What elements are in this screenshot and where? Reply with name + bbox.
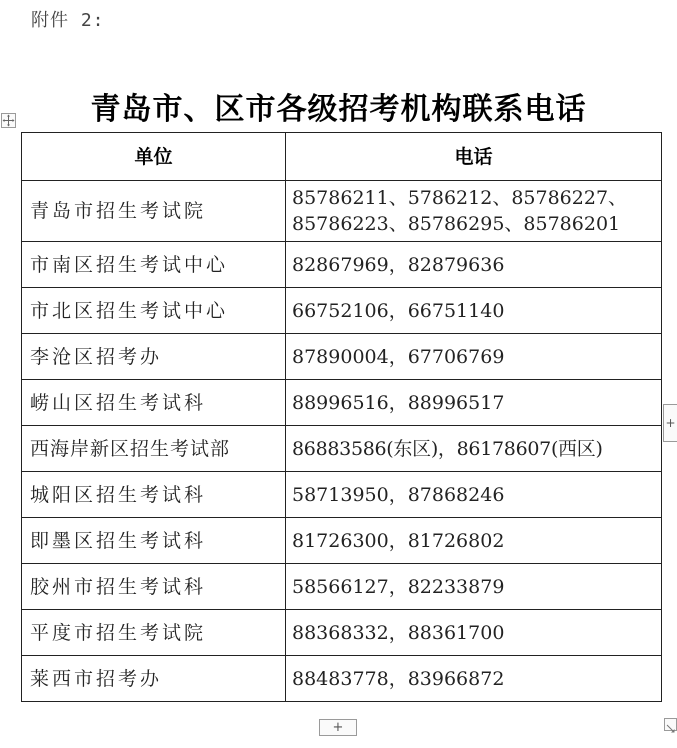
table-row xyxy=(22,426,662,472)
table-row xyxy=(22,288,662,334)
move-arrows-icon xyxy=(2,114,15,127)
attachment-label: 附件 2: xyxy=(31,10,105,31)
unit-cell: 市南区招生考试中心 xyxy=(22,242,286,288)
table-row xyxy=(22,564,662,610)
unit-cell: 城阳区招生考试科 xyxy=(22,472,286,518)
table-row xyxy=(22,472,662,518)
unit-cell: 市北区招生考试中心 xyxy=(22,288,286,334)
unit-cell: 西海岸新区招生考试部 xyxy=(22,426,286,472)
unit-cell: 即墨区招生考试科 xyxy=(22,518,286,564)
unit-cell: 李沧区招考办 xyxy=(22,334,286,380)
phone-cell: 58713950，87868246 xyxy=(286,472,662,518)
unit-cell: 莱西市招考办 xyxy=(22,656,286,702)
table-resize-handle[interactable] xyxy=(664,718,677,731)
contacts-table xyxy=(21,132,662,702)
unit-cell: 崂山区招生考试科 xyxy=(22,380,286,426)
header-phone: 电话 xyxy=(286,133,662,181)
table-row xyxy=(22,181,662,242)
phone-line: 85786223、85786295、85786201 xyxy=(292,213,621,235)
table-move-handle[interactable] xyxy=(1,113,16,128)
table-row xyxy=(22,242,662,288)
header-unit: 单位 xyxy=(22,133,286,181)
plus-icon: + xyxy=(332,720,344,735)
plus-icon: + xyxy=(665,416,676,430)
phone-cell: 87890004，67706769 xyxy=(286,334,662,380)
phone-cell: 88483778，83966872 xyxy=(286,656,662,702)
page-title: 青岛市、区市各级招考机构联系电话 xyxy=(90,92,587,127)
phone-cell: 66752106，66751140 xyxy=(286,288,662,334)
table-row xyxy=(22,656,662,702)
add-column-button[interactable] xyxy=(663,404,677,442)
phone-cell: 82867969，82879636 xyxy=(286,242,662,288)
table-row xyxy=(22,334,662,380)
table-row xyxy=(22,380,662,426)
table-row xyxy=(22,610,662,656)
add-row-button[interactable] xyxy=(319,719,357,736)
resize-corner-icon xyxy=(665,723,676,734)
phone-cell: 88996516，88996517 xyxy=(286,380,662,426)
unit-cell: 青岛市招生考试院 xyxy=(22,181,286,242)
phone-cell xyxy=(286,181,662,242)
table-row xyxy=(22,518,662,564)
phone-line: 85786211、5786212、85786227、 xyxy=(292,187,628,209)
phone-cell: 86883586(东区)，86178607(西区) xyxy=(286,426,662,472)
phone-cell: 81726300，81726802 xyxy=(286,518,662,564)
unit-cell: 胶州市招生考试科 xyxy=(22,564,286,610)
phone-cell: 88368332，88361700 xyxy=(286,610,662,656)
phone-cell: 58566127，82233879 xyxy=(286,564,662,610)
table-header-row xyxy=(22,133,662,181)
unit-cell: 平度市招生考试院 xyxy=(22,610,286,656)
